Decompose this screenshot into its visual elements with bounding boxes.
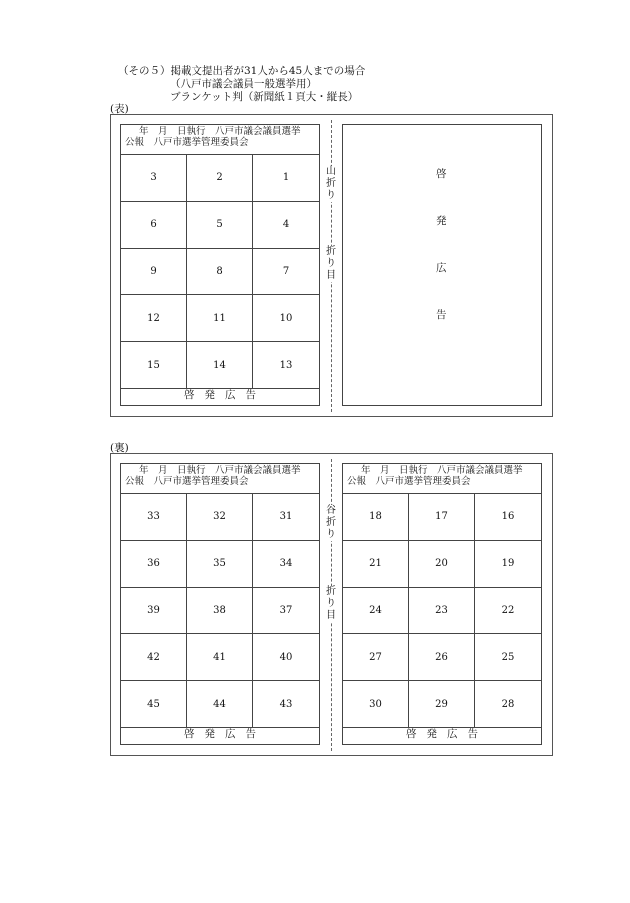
grid-cell: 8	[187, 249, 253, 296]
grid-cell: 31	[253, 494, 319, 541]
grid-cell: 42	[121, 634, 187, 681]
grid-cell: 29	[409, 681, 475, 728]
grid-cell: 28	[475, 681, 541, 728]
fold-char: 目	[326, 270, 336, 281]
grid-cell: 45	[121, 681, 187, 728]
back-label: (裏)	[110, 442, 129, 454]
back-left-grid	[121, 494, 319, 728]
grid-cell: 13	[253, 342, 319, 389]
front-panel-title	[121, 125, 319, 155]
back-right-title-line-1: 年 月 日執行 八戸市議会議員選挙	[361, 465, 523, 476]
ad-char: 告	[436, 309, 447, 321]
grid-cell: 38	[187, 588, 253, 635]
back-left-title	[121, 464, 319, 494]
footer-char: 広	[225, 727, 236, 740]
footer-char: 発	[204, 727, 215, 740]
grid-cell: 44	[187, 681, 253, 728]
footer-char: 啓	[184, 727, 195, 740]
grid-cell: 19	[475, 541, 541, 588]
grid-cell: 5	[187, 202, 253, 249]
grid-cell: 25	[475, 634, 541, 681]
grid-cell: 43	[253, 681, 319, 728]
grid-cell: 6	[121, 202, 187, 249]
grid-cell: 3	[121, 155, 187, 202]
grid-cell: 23	[409, 588, 475, 635]
grid-cell: 10	[253, 295, 319, 342]
back-right-grid	[343, 494, 541, 728]
grid-cell: 22	[475, 588, 541, 635]
grid-cell: 15	[121, 342, 187, 389]
fold-char: り	[326, 529, 336, 540]
header-line-1: （その５）掲載文提出者が31人から45人までの場合	[118, 65, 366, 77]
grid-cell: 41	[187, 634, 253, 681]
grid-cell: 18	[343, 494, 409, 541]
footer-char: 啓	[184, 388, 195, 401]
fold-char: 折	[326, 586, 336, 597]
grid-cell: 21	[343, 541, 409, 588]
footer-char: 告	[467, 727, 478, 740]
back-left-title-line-2: 公報 八戸市選挙管理委員会	[125, 475, 249, 487]
front-candidate-panel	[120, 124, 320, 406]
front-panel-footer	[121, 383, 319, 405]
ad-char: 広	[436, 262, 447, 274]
grid-cell: 24	[343, 588, 409, 635]
back-fold-label-bottom	[324, 586, 338, 622]
grid-cell: 35	[187, 541, 253, 588]
fold-char: 折	[326, 178, 336, 189]
footer-char: 発	[426, 727, 437, 740]
ad-char: 啓	[436, 168, 447, 180]
grid-cell: 27	[343, 634, 409, 681]
grid-cell: 36	[121, 541, 187, 588]
fold-char: 折	[326, 517, 336, 528]
fold-char: 谷	[326, 505, 336, 516]
footer-char: 告	[245, 727, 256, 740]
back-left-title-line-1: 年 月 日執行 八戸市議会議員選挙	[139, 465, 301, 476]
grid-cell: 26	[409, 634, 475, 681]
grid-cell: 32	[187, 494, 253, 541]
fold-char: 目	[326, 610, 336, 621]
grid-cell: 30	[343, 681, 409, 728]
footer-char: 告	[245, 388, 256, 401]
fold-char: り	[326, 190, 336, 201]
back-right-footer	[343, 722, 541, 744]
grid-cell: 14	[187, 342, 253, 389]
grid-cell: 37	[253, 588, 319, 635]
front-label: (表)	[110, 103, 129, 115]
back-left-panel	[120, 463, 320, 745]
back-left-footer	[121, 722, 319, 744]
footer-char: 発	[204, 388, 215, 401]
grid-cell: 9	[121, 249, 187, 296]
fold-char: 折	[326, 246, 336, 257]
front-panel-title-line-1: 年 月 日執行 八戸市議会議員選挙	[139, 126, 301, 137]
grid-cell: 17	[409, 494, 475, 541]
grid-cell: 12	[121, 295, 187, 342]
grid-cell: 16	[475, 494, 541, 541]
grid-cell: 4	[253, 202, 319, 249]
front-fold-label-bottom	[324, 246, 338, 282]
grid-cell: 20	[409, 541, 475, 588]
grid-cell: 11	[187, 295, 253, 342]
grid-cell: 1	[253, 155, 319, 202]
footer-char: 広	[225, 388, 236, 401]
fold-char: 山	[326, 166, 336, 177]
grid-cell: 40	[253, 634, 319, 681]
ad-char: 発	[436, 215, 447, 227]
fold-char: り	[326, 258, 336, 269]
grid-cell: 33	[121, 494, 187, 541]
footer-char: 広	[447, 727, 458, 740]
front-grid	[121, 155, 319, 389]
front-fold-label-top	[324, 166, 338, 202]
front-panel-title-line-2: 公報 八戸市選挙管理委員会	[125, 136, 249, 148]
grid-cell: 39	[121, 588, 187, 635]
footer-char: 啓	[406, 727, 417, 740]
back-right-panel	[342, 463, 542, 745]
back-right-title-line-2: 公報 八戸市選挙管理委員会	[347, 475, 471, 487]
fold-char: り	[326, 598, 336, 609]
header-line-3: ブランケット判（新聞紙１頁大・縦長）	[170, 91, 359, 103]
grid-cell: 34	[253, 541, 319, 588]
grid-cell: 2	[187, 155, 253, 202]
header-line-2: （八戸市議会議員一般選挙用）	[170, 78, 317, 90]
grid-cell: 7	[253, 249, 319, 296]
back-right-title	[343, 464, 541, 494]
back-fold-label-top	[324, 505, 338, 541]
